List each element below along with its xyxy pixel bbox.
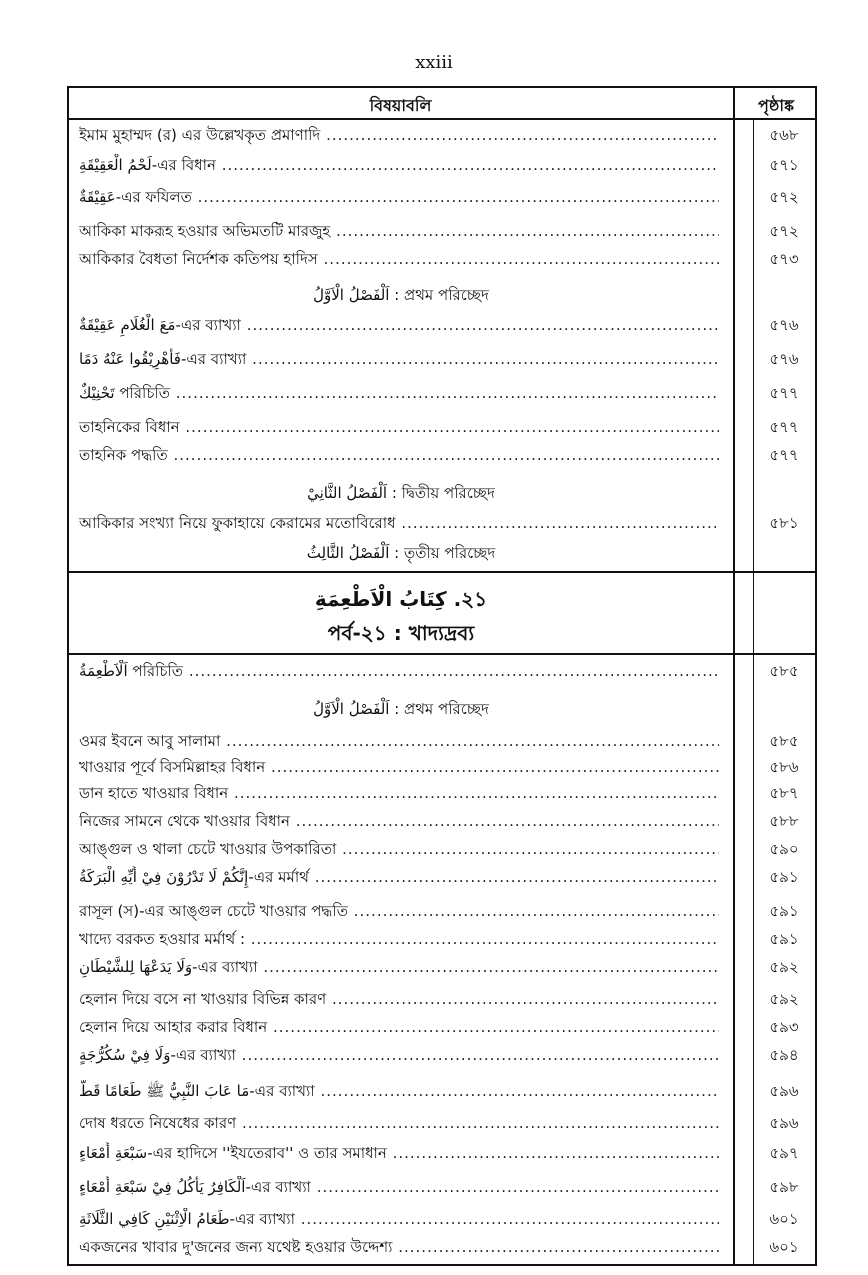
row-topic: খাওয়ার পূর্বে বিসমিল্লাহর বিধান ..... — [79, 756, 719, 781]
toc-row — [79, 444, 817, 472]
toc-header — [69, 88, 815, 120]
toc-row — [79, 124, 817, 152]
row-topic: إِنَّكُمْ لَا تَدْرُوْنَ فِيْ أَيِّهِ الْبَرَكَةُ-এর মর্মার্থ ..... — [79, 866, 719, 891]
row-page: ৫৭৩ — [769, 250, 799, 268]
row-page: ৫৭৭ — [769, 446, 799, 464]
toc-row — [79, 1044, 817, 1072]
row-page: ৬০১ — [769, 1238, 799, 1256]
row-topic: مَعَ الْغُلَامِ عَقِيْقَةٌ-এর ব্যাখ্যা ..... — [79, 314, 719, 339]
toc-row — [79, 866, 817, 894]
row-topic: দোষ ধরতে নিষেধের কারণ ..... — [79, 1112, 719, 1137]
row-topic: আকিকা মাকরূহ হওয়ার অভিমতটি মারজুহ ..... — [79, 220, 719, 245]
row-topic: নিজের সামনে থেকে খাওয়ার বিধান ..... — [79, 810, 719, 835]
toc-row — [79, 186, 817, 214]
toc-row — [79, 810, 817, 838]
row-page: ৫৯৮ — [769, 1178, 799, 1196]
toc-row — [79, 900, 817, 928]
toc-row — [79, 248, 817, 276]
toc-row — [79, 382, 817, 410]
row-page: ৫৭১ — [769, 156, 799, 174]
row-page: ৫৯০ — [769, 840, 799, 858]
toc-row — [79, 1080, 817, 1108]
toc-row — [79, 1236, 817, 1264]
row-page: ৫৯১ — [769, 902, 799, 920]
row-page: ৫৯৬ — [769, 1082, 799, 1100]
row-page: ৫৮৮ — [769, 812, 799, 830]
toc-row — [79, 782, 817, 810]
row-topic: খাদ্যে বরকত হওয়ার মর্মার্থ : ..... — [79, 928, 719, 953]
row-page: ৫৮৬ — [769, 758, 799, 776]
subsection-heading: اَلْفَصْلُ الْاَوَّلُ : প্রথম পরিচ্ছেদ — [313, 286, 489, 304]
row-topic: اَلْكَافِرُ يَأْكُلُ فِيْ سَبْعَةِ أَمْعَاءٍ-এর ব্যাখ্যা ..... — [79, 1176, 719, 1201]
row-page: ৫৭৭ — [769, 384, 799, 402]
row-topic: لَحْمُ الْعَقِيْقَةِ-এর বিধান ..... — [79, 154, 719, 179]
toc-row — [79, 220, 817, 248]
row-page: ৫৮৫ — [769, 662, 799, 680]
row-page: ৫৯৪ — [769, 1046, 799, 1064]
subsection-heading: اَلْفَصْلُ الْاَوَّلُ : প্রথম পরিচ্ছেদ — [313, 700, 489, 718]
toc-row — [79, 988, 817, 1016]
row-topic: আঙ্গুল ও থালা চেটে খাওয়ার উপকারিতা ..... — [79, 838, 719, 863]
toc-row — [79, 416, 817, 444]
row-page: ৫৯৬ — [769, 1114, 799, 1132]
toc-row — [79, 348, 817, 376]
toc-row — [79, 756, 817, 784]
row-topic: তাহনিক পদ্ধতি ..... — [79, 444, 719, 469]
header-page: পৃষ্ঠাঙ্ক — [758, 96, 794, 115]
row-page: ৬০১ — [769, 1210, 799, 1228]
toc-row — [79, 314, 817, 342]
row-page: ৫৯৭ — [769, 1144, 799, 1162]
row-page: ৫৭৬ — [769, 350, 799, 368]
subsection-heading: اَلْفَصْلُ الثَّانِيْ : দ্বিতীয় পরিচ্ছেদ — [307, 484, 495, 502]
row-topic: تَحْنِيْكٌ পরিচিতি ..... — [79, 382, 719, 407]
row-topic: اَلْاَطْعِمَةُ পরিচিতি ..... — [79, 660, 719, 685]
toc-row — [79, 512, 817, 540]
row-topic: مَا عَابَ النَّبِيُّ ﷺ طَعَامًا قَطُّ-এর ব্যাখ্যা ..... — [79, 1080, 719, 1105]
row-topic: আকিকার সংখ্যা নিয়ে ফুকাহায়ে কেরামের মতোবিরোধ ..... — [79, 512, 719, 537]
row-topic: তাহনিকের বিধান ..... — [79, 416, 719, 441]
row-page: ৫৮৭ — [769, 784, 799, 802]
chapter-heading-box — [69, 571, 817, 655]
row-page: ৫৬৮ — [769, 126, 799, 144]
toc-row — [79, 838, 817, 866]
row-topic: وَلَا فِيْ سُكُرُّجَةٍ-এর ব্যাখ্যা ..... — [79, 1044, 719, 1069]
subsection-heading: اَلْفَصْلُ الثَّالِثُ : তৃতীয় পরিচ্ছেদ — [306, 544, 496, 562]
toc-row — [79, 660, 817, 688]
row-topic: فَأَهْرِيْقُوا عَنْهُ دَمًا-এর ব্যাখ্যা ..... — [79, 348, 719, 373]
row-page: ৫৯২ — [769, 990, 799, 1008]
row-page: ৫৯৩ — [769, 1018, 799, 1036]
toc-row — [79, 1176, 817, 1204]
row-page: ৫৭২ — [769, 188, 799, 206]
row-page: ৫৯২ — [769, 958, 799, 976]
toc-row — [79, 1112, 817, 1140]
row-page: ৫৭৭ — [769, 418, 799, 436]
row-topic: হেলান দিয়ে আহার করার বিধান ..... — [79, 1016, 719, 1041]
row-topic: রাসূল (স)-এর আঙ্গুল চেটে খাওয়ার পদ্ধতি ..... — [79, 900, 719, 925]
row-topic: سَبْعَةِ أَمْعَاءٍ-এর হাদিসে ''ইযতেরাব'' ও তার সমাধান ..... — [79, 1142, 719, 1167]
row-topic: আকিকার বৈধতা নির্দেশক কতিপয় হাদিস ..... — [79, 248, 719, 273]
chapter-title-arabic: ২১. كِتَابُ الْاَطْعِمَةِ — [314, 587, 488, 611]
page-number: xxiii — [415, 52, 453, 73]
row-page: ৫৮৫ — [769, 732, 799, 750]
row-page: ৫৯১ — [769, 868, 799, 886]
header-topic: বিষয়াবলি — [369, 96, 432, 115]
toc-row — [79, 928, 817, 956]
row-topic: ইমাম মুহাম্মদ (র) এর উল্লেখকৃত প্রমাণাদি ..... — [79, 124, 719, 149]
row-page: ৫৯১ — [769, 930, 799, 948]
table-of-contents — [67, 86, 817, 1266]
toc-row — [79, 1016, 817, 1044]
toc-row — [79, 1142, 817, 1170]
row-topic: ডান হাতে খাওয়ার বিধান ..... — [79, 782, 719, 807]
chapter-title-bangla: পর্ব-২১ : খাদ্যদ্রব্য — [327, 621, 475, 645]
toc-row — [79, 1208, 817, 1236]
row-topic: عَقِيْقَةٌ-এর ফযিলত ..... — [79, 186, 719, 211]
row-topic: ওমর ইবনে আবু সালামা ..... — [79, 730, 719, 755]
toc-row — [79, 730, 817, 758]
row-topic: وَلَا يَدَعْهَا لِلشَّيْطَانِ-এর ব্যাখ্যা ..... — [79, 956, 719, 981]
toc-row — [79, 154, 817, 182]
row-page: ৫৭২ — [769, 222, 799, 240]
row-topic: طَعَامُ الْاِثْنَيْنِ كَافِي الثَّلَاثَةِ-এর ব্যাখ্যা ..... — [79, 1208, 719, 1233]
row-page: ৫৮১ — [769, 514, 799, 532]
row-page: ৫৭৬ — [769, 316, 799, 334]
row-topic: হেলান দিয়ে বসে না খাওয়ার বিভিন্ন কারণ ..... — [79, 988, 719, 1013]
toc-row — [79, 956, 817, 984]
row-topic: একজনের খাবার দু'জনের জন্য যথেষ্ট হওয়ার উদ্দেশ্য ..... — [79, 1236, 719, 1261]
